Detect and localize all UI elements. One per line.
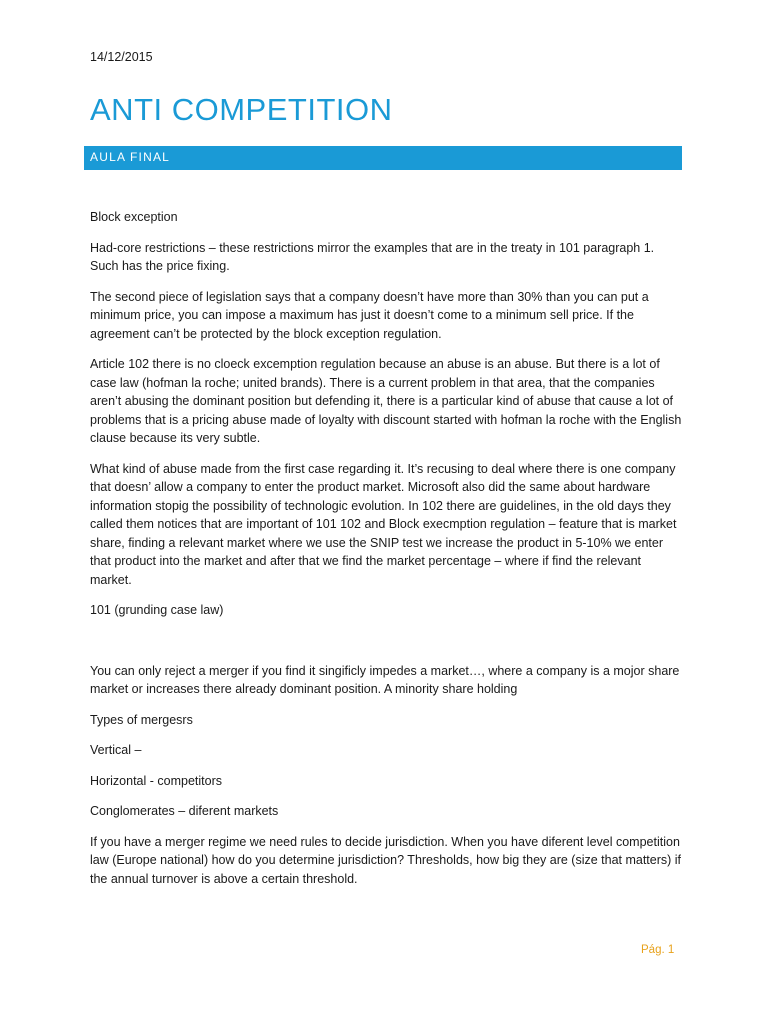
subtitle-bar xyxy=(84,146,682,170)
paragraph-second-legislation: The second piece of legislation says that a company doesn’t have more than 30% than you can put a minimum price, you can impose a maximum has just it doesn’t come to a minimum sell price. If the agreement can’t be protected by the block exception regulation. xyxy=(90,289,649,341)
paragraph-types-of-mergers: Types of mergesrs xyxy=(90,712,193,727)
document-body xyxy=(90,208,682,888)
paragraph-reject-merger: You can only reject a merger if you find it singificly impedes a market…, where a company is a mojor share market or increases there already dominant position. A minority share holding xyxy=(90,663,680,696)
document-title: ANTI COMPETITION xyxy=(90,92,393,127)
document-date: 14/12/2015 xyxy=(90,50,153,64)
document-subtitle: AULA FINAL xyxy=(90,150,171,164)
paragraph-conglomerates: Conglomerates – diferent markets xyxy=(90,804,279,818)
paragraph-horizontal: Horizontal - competitors xyxy=(90,773,222,788)
page-number: Pág. 1 xyxy=(641,944,675,956)
paragraph-jurisdiction: If you have a merger regime we need rules to decide jurisdiction. When you have diferent level competition law (Europe national) how do you determine jurisdiction? Thresholds, how big they are (size that matters) if the annual turnover is above a certain threshold. xyxy=(90,834,682,886)
paragraph-article-102: Article 102 there is no cloeck excemption regulation because an abuse is an abuse. But there is a lot of case law (hofman la roche; united brands). There is a current problem in that area, that the companies aren’t abusing the dominant position but defending it, there is a particular kind of abuse that cause a lot of problems that is a pricing abuse made of loyalty with discount started with hofman la roche with the English clause because its very subtle. xyxy=(90,357,682,445)
paragraph-101-case-law: 101 (grunding case law) xyxy=(90,603,224,617)
paragraph-block-exception: Block exception xyxy=(90,210,178,224)
paragraph-vertical: Vertical – xyxy=(90,743,142,757)
paragraph-kind-of-abuse: What kind of abuse made from the first case regarding it. It’s recusing to deal where there is one company that doesn’ allow a company to enter the product market. Microsoft also did the same about hardware information stopig the possibility of technologic evolution. In 102 there are guidelines, in the old days they called them notices that are important of 101 102 and Block execmption regulation – feature that is market share, finding a relevant market where we use the SNIP test we increase the product in 5-10% we enter that product into the market and after that we find the market percentage – where if find the relevant market. xyxy=(90,461,677,587)
paragraph-hardcore-restrictions: Had-core restrictions – these restrictions mirror the examples that are in the treaty in 101 paragraph 1. Such has the price fixing. xyxy=(90,240,655,273)
